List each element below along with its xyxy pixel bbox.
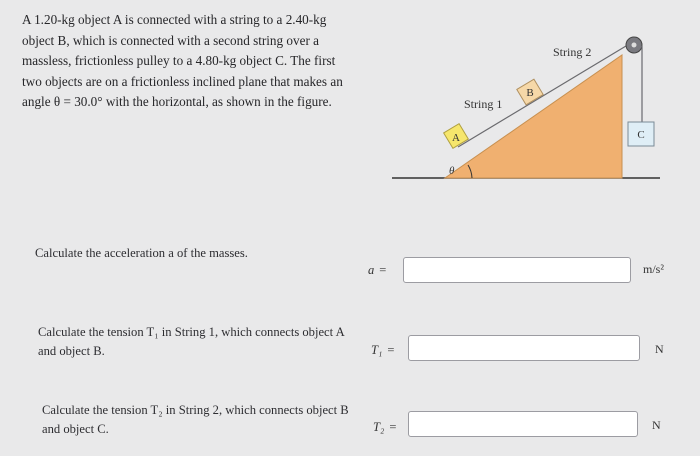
question-tension2: [42, 401, 349, 438]
block-a-label: A: [452, 132, 460, 144]
question-prompt: Calculate the tension T₁ in String 1, which connects object A: [38, 325, 345, 339]
tension1-unit: N: [655, 342, 664, 356]
problem-line: A 1.20-kg object A is connected with a string to a 2.40-kg: [22, 12, 327, 27]
equals-sign: =: [387, 343, 395, 357]
var-t1: T₁: [371, 343, 383, 357]
pulley-axle: [632, 43, 637, 48]
tension2-unit: N: [652, 418, 661, 432]
acceleration-label: [368, 263, 386, 278]
problem-line: massless, frictionless pulley to a 4.80-kg object C. The first: [22, 53, 336, 68]
block-b-label: B: [526, 87, 534, 99]
question-prompt: Calculate the tension T₂ in String 2, which connects object B: [42, 403, 349, 417]
problem-statement: [22, 10, 352, 113]
incline-plane: [445, 55, 622, 178]
question-tension1: [38, 323, 345, 360]
incline-diagram: [390, 30, 680, 190]
question-acceleration: [35, 244, 248, 263]
tension2-label: [373, 420, 396, 435]
problem-line: object B, which is connected with a second string over a: [22, 32, 320, 48]
angle-label: θ: [449, 165, 455, 177]
equals-sign: =: [379, 263, 387, 277]
var-a: a: [368, 263, 375, 277]
acceleration-unit: m/s²: [643, 262, 664, 276]
tension2-input[interactable]: [408, 411, 638, 437]
question-prompt: and object B.: [38, 343, 105, 358]
string2-label: String 2: [553, 45, 592, 59]
equals-sign: =: [389, 420, 397, 434]
problem-line: angle θ = 30.0° with the horizontal, as shown in the figure.: [22, 94, 332, 109]
tension1-label: [371, 343, 394, 358]
tension1-input[interactable]: [408, 335, 640, 361]
acceleration-input[interactable]: [403, 257, 631, 283]
var-t2: T₂: [373, 420, 385, 434]
question-prompt: and object C.: [42, 421, 109, 436]
incline-figure: [390, 30, 680, 190]
question-prompt: Calculate the acceleration a of the masses.: [35, 246, 248, 260]
problem-line: two objects are on a frictionless inclined plane that makes an: [22, 73, 343, 89]
block-c-label: C: [637, 129, 645, 141]
string1-label: String 1: [464, 97, 503, 111]
